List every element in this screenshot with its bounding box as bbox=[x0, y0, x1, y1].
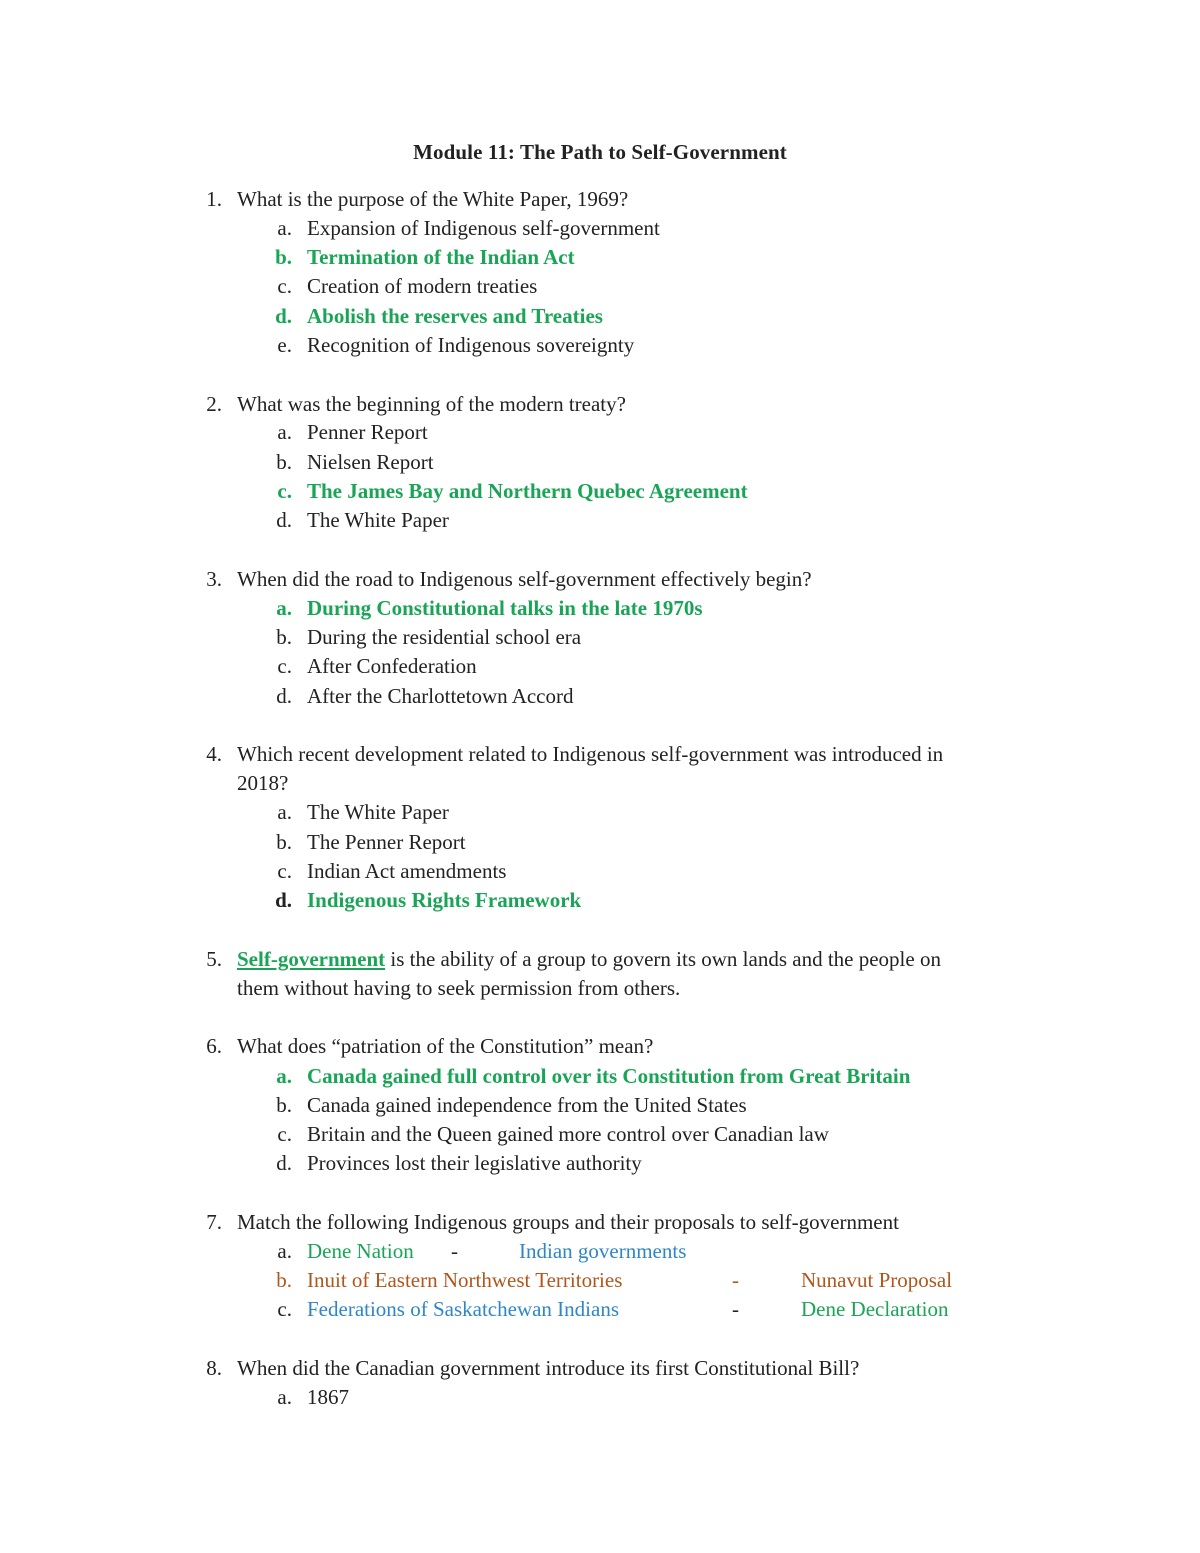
option-text: Penner Report bbox=[307, 420, 428, 444]
option-letter: c. bbox=[277, 1122, 292, 1146]
question-number: 8. bbox=[206, 1356, 222, 1380]
match-dash: - bbox=[451, 1239, 458, 1263]
option-letter: c. bbox=[277, 274, 292, 298]
question-text: What was the beginning of the modern treaty? bbox=[237, 392, 626, 416]
option-text: After Confederation bbox=[307, 654, 477, 678]
page-title: Module 11: The Path to Self-Government bbox=[413, 140, 787, 164]
option-letter: c. bbox=[277, 1297, 292, 1321]
option-letter: a. bbox=[276, 596, 292, 620]
question-text: Which recent development related to Indigenous self-government was introduced in bbox=[237, 742, 944, 766]
question-number: 6. bbox=[206, 1034, 222, 1058]
question-text: Match the following Indigenous groups and their proposals to self-government bbox=[237, 1210, 899, 1234]
option-letter: b. bbox=[276, 450, 292, 474]
option-text: Britain and the Queen gained more control over Canadian law bbox=[307, 1122, 829, 1146]
match-dash: - bbox=[732, 1297, 739, 1321]
question-number: 1. bbox=[206, 187, 222, 211]
option-text: Canada gained full control over its Constitution from Great Britain bbox=[307, 1064, 911, 1088]
option-letter: a. bbox=[277, 1385, 292, 1409]
option-letter: a. bbox=[276, 1064, 292, 1088]
option-text: The James Bay and Northern Quebec Agreement bbox=[307, 479, 748, 503]
option-letter: b. bbox=[276, 830, 292, 854]
option-text: During the residential school era bbox=[307, 625, 582, 649]
match-group: Federations of Saskatchewan Indians bbox=[307, 1297, 619, 1321]
option-text: Termination of the Indian Act bbox=[307, 245, 575, 269]
question-text: When did the Canadian government introduce its first Constitutional Bill? bbox=[237, 1356, 860, 1380]
question-text bbox=[237, 945, 941, 974]
option-letter: b. bbox=[276, 625, 292, 649]
match-group: Inuit of Eastern Northwest Territories bbox=[307, 1268, 623, 1292]
option-letter: c. bbox=[277, 479, 292, 503]
question-number: 3. bbox=[206, 567, 222, 591]
option-text: Indigenous Rights Framework bbox=[307, 888, 582, 912]
match-proposal: Indian governments bbox=[519, 1239, 687, 1263]
option-letter: b. bbox=[275, 245, 292, 269]
option-text: The White Paper bbox=[307, 508, 449, 532]
question-text: When did the road to Indigenous self-government effectively begin? bbox=[237, 567, 812, 591]
question-number: 2. bbox=[206, 392, 222, 416]
option-text: 1867 bbox=[307, 1385, 349, 1409]
option-text: Canada gained independence from the United States bbox=[307, 1093, 747, 1117]
match-proposal: Nunavut Proposal bbox=[801, 1268, 953, 1292]
question-text: them without having to seek permission from others. bbox=[237, 976, 681, 1000]
option-text: Expansion of Indigenous self-government bbox=[307, 216, 660, 240]
match-proposal: Dene Declaration bbox=[801, 1297, 949, 1321]
match-group: Dene Nation bbox=[307, 1239, 414, 1263]
option-text: Creation of modern treaties bbox=[307, 274, 538, 298]
option-letter: e. bbox=[277, 333, 292, 357]
option-text: Recognition of Indigenous sovereignty bbox=[307, 333, 635, 357]
option-letter: c. bbox=[277, 654, 292, 678]
fill-in-answer: Self-government bbox=[237, 947, 386, 971]
option-letter: a. bbox=[277, 800, 292, 824]
option-letter: a. bbox=[277, 216, 292, 240]
option-text: During Constitutional talks in the late 1970s bbox=[307, 596, 703, 620]
option-text: The White Paper bbox=[307, 800, 449, 824]
question-number: 5. bbox=[206, 947, 222, 971]
option-letter: b. bbox=[276, 1093, 292, 1117]
option-letter: d. bbox=[275, 304, 292, 328]
option-letter: d. bbox=[276, 508, 292, 532]
option-letter: b. bbox=[276, 1268, 292, 1292]
option-text: Nielsen Report bbox=[307, 450, 434, 474]
option-letter: d. bbox=[275, 888, 292, 912]
option-letter: d. bbox=[276, 684, 292, 708]
option-text: Provinces lost their legislative authority bbox=[307, 1151, 642, 1175]
question-text: What does “patriation of the Constitution” mean? bbox=[237, 1034, 654, 1058]
match-dash: - bbox=[732, 1268, 739, 1292]
question-text: 2018? bbox=[237, 771, 289, 795]
option-letter: c. bbox=[277, 859, 292, 883]
question-text-part: is the ability of a group to govern its own lands and the people on bbox=[385, 947, 941, 971]
option-text: After the Charlottetown Accord bbox=[307, 684, 574, 708]
question-text: What is the purpose of the White Paper, 1969? bbox=[237, 187, 629, 211]
option-text: Abolish the reserves and Treaties bbox=[307, 304, 603, 328]
option-letter: a. bbox=[277, 420, 292, 444]
option-text: Indian Act amendments bbox=[307, 859, 507, 883]
option-text: The Penner Report bbox=[307, 830, 466, 854]
question-number: 7. bbox=[206, 1210, 222, 1234]
question-number: 4. bbox=[206, 742, 222, 766]
option-letter: d. bbox=[276, 1151, 292, 1175]
option-letter: a. bbox=[277, 1239, 292, 1263]
